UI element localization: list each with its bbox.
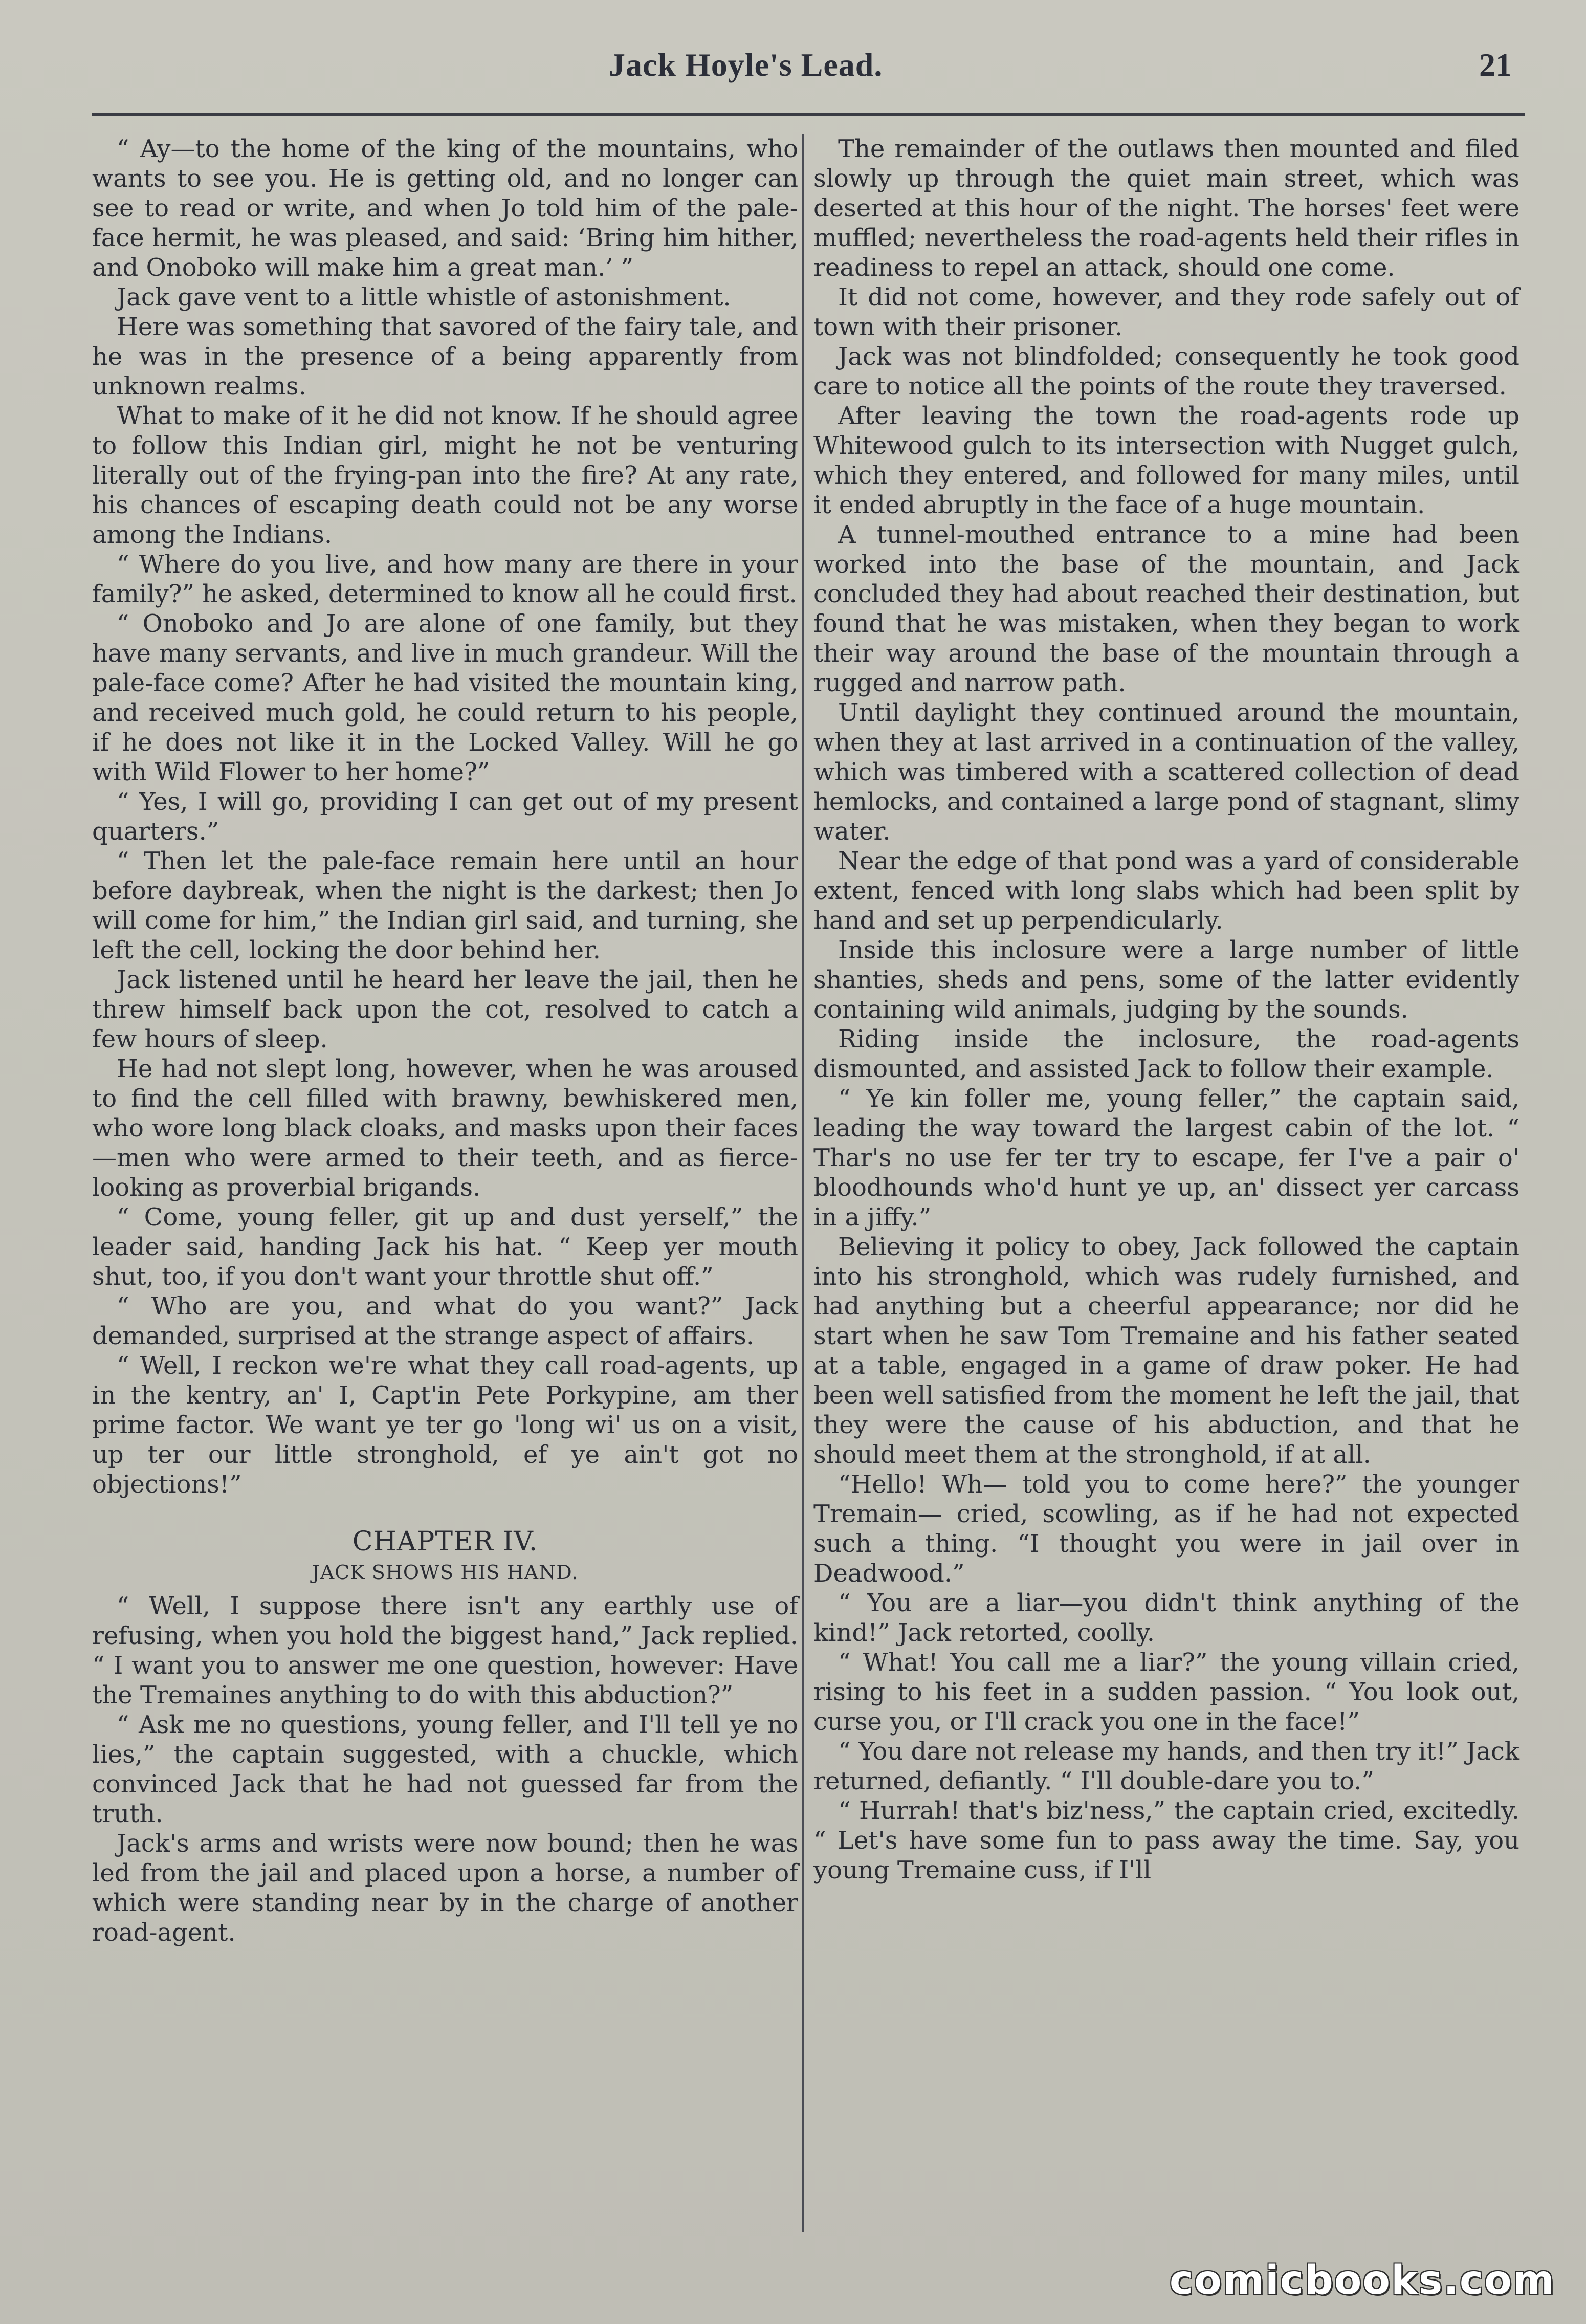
paragraph: What to make of it he did not know. If he should agree to follow this Indian girl, might he not be venturing literally out of the frying-pan into the fire? At any rate, his chances of escaping death could not be any worse among the Indians. [92,402,798,549]
paragraph: Near the edge of that pond was a yard of considerable extent, fenced with long slabs which had been split by hand and set up perpendicularly. [813,847,1519,935]
paragraph: He had not slept long, however, when he was aroused to find the cell filled with brawny, bewhiskered men, who wore long black cloaks, and masks upon their faces—men who were armed to their teeth, and as fierce-looking as proverbial brigands. [92,1055,798,1202]
chapter-heading [92,1526,798,1587]
paragraph: “ Onoboko and Jo are alone of one family, but they have many servants, and live in much grandeur. Will the pale-face come? After he had visited the mountain king, and received much gold, he could return to his people, if he does not like it in the Locked Valley. Will he go with Wild Flower to her home?” [92,609,798,786]
paragraph: Jack listened until he heard her leave the jail, then he threw himself back upon the cot, resolved to catch a few hours of sleep. [92,966,798,1054]
paragraph: “ Come, young feller, git up and dust yerself,” the leader said, handing Jack his hat. “ Keep yer mouth shut, too, if you don't want your throttle shut off.” [92,1203,798,1291]
paragraph: “ Ask me no questions, young feller, and I'll tell ye no lies,” the captain suggested, with a chuckle, which convinced Jack that he had not guessed far from the truth. [92,1711,798,1828]
paragraph: Riding inside the inclosure, the road-agents dismounted, and assisted Jack to follow their example. [813,1025,1519,1083]
paragraph: Believing it policy to obey, Jack followed the captain into his stronghold, which was rudely furnished, and had anything but a cheerful appearance; nor did he start when he saw Tom Tremaine and his father seated at a table, engaged in a game of draw poker. He had been well satisfied from the moment he left the jail, that they were the cause of his abduction, and that he should meet them at the stronghold, if at all. [813,1233,1519,1469]
paragraph: “ Yes, I will go, providing I can get out of my present quarters.” [92,787,798,846]
paragraph: Here was something that savored of the fairy tale, and he was in the presence of a being apparently from unknown realms. [92,313,798,401]
chapter-title: CHAPTER IV. [352,1526,538,1557]
paragraph: Jack was not blindfolded; consequently he took good care to notice all the points of the route they traversed. [813,342,1519,401]
paragraph: “ Ay—to the home of the king of the mountains, who wants to see you. He is getting old, and no longer can see to read or write, and when Jo told him of the pale-face hermit, he was pleased, and said: ‘Bring him hither, and Onoboko will make him a great man.’ ” [92,135,798,282]
column-divider [802,134,804,2232]
paragraph: Until daylight they continued around the mountain, when they at last arrived in a continuation of the valley, which was timbered with a scattered collection of dead hemlocks, and contained a large pond of stagnant, slimy water. [813,698,1519,846]
left-column [92,134,798,1947]
paragraph: It did not come, however, and they rode safely out of town with their prisoner. [813,283,1519,341]
paragraph: “ Where do you live, and how many are there in your family?” he asked, determined to know all he could first. [92,550,798,608]
page-number: 21 [1479,47,1512,83]
paragraph: Jack gave vent to a little whistle of astonishment. [117,283,731,312]
paragraph: “ Ye kin foller me, young feller,” the captain said, leading the way toward the largest cabin of the lot. “ Thar's no use fer ter try to escape, fer I've a pair o' bloodhounds who'd hunt ye up, an' dissect yer carcass in a jiffy.” [813,1084,1519,1232]
paragraph: “Hello! Wh— told you to come here?” the younger Tremain— cried, scowling, as if he had not expected such a thing. “I thought you were in jail over in Deadwood.” [813,1470,1519,1588]
paragraph: “ Well, I suppose there isn't any earthly use of refusing, when you hold the biggest hand,” Jack replied. “ I want you to answer me one question, however: Have the Tremaines anything to do with this abduction?” [92,1592,798,1709]
paragraph: A tunnel-mouthed entrance to a mine had been worked into the base of the mountain, and Jack concluded they had about reached their destination, but found that he was mistaken, when they began to work their way around the base of the mountain through a rugged and narrow path. [813,520,1519,697]
paragraph: Jack's arms and wrists were now bound; then he was led from the jail and placed upon a horse, a number of which were standing near by in the charge of another road-agent. [92,1829,798,1947]
paragraph: Inside this inclosure were a large number of little shanties, sheds and pens, some of the latter evidently containing wild animals, judging by the sounds. [813,936,1519,1024]
watermark: comicbooks.com [1169,2257,1555,2304]
paragraph: “ Then let the pale-face remain here until an hour before daybreak, when the night is the darkest; then Jo will come for him,” the Indian girl said, and turning, she left the cell, locking the door behind her. [92,847,798,964]
page-header [599,36,1519,97]
running-head: Jack Hoyle's Lead. [609,47,883,83]
paragraph: “ Who are you, and what do you want?” Jack demanded, surprised at the strange aspect of affairs. [92,1292,798,1350]
paragraph: After leaving the town the road-agents rode up Whitewood gulch to its intersection with Nugget gulch, which they entered, and followed for many miles, until it ended abruptly in the face of a huge mountain. [813,402,1519,519]
paragraph: The remainder of the outlaws then mounted and filed slowly up through the quiet main street, which was deserted at this hour of the night. The horses' feet were muffled; nevertheless the road-agents held their rifles in readiness to repel an attack, should one come. [813,135,1519,282]
chapter-subtitle: JACK SHOWS HIS HAND. [312,1561,579,1584]
paragraph: “ Well, I reckon we're what they call road-agents, up in the kentry, an' I, Capt'in Pete Porkypine, am ther prime factor. We want ye ter go 'long wi' us on a visit, up ter our little stronghold, ef ye ain't got no objections!” [92,1351,798,1499]
paragraph: “ Hurrah! that's biz'ness,” the captain cried, excitedly. “ Let's have some fun to pass away the time. Say, you young Tremaine cuss, if I'll [813,1796,1519,1884]
right-column [813,134,1519,1885]
paragraph: “ What! You call me a liar?” the young villain cried, rising to his feet in a sudden passion. “ You look out, curse you, or I'll crack you one in the face!” [813,1648,1519,1736]
header-rule [92,113,1525,116]
paragraph: “ You are a liar—you didn't think anything of the kind!” Jack retorted, coolly. [813,1589,1519,1647]
paragraph: “ You dare not release my hands, and then try it!” Jack returned, defiantly. “ I'll double-dare you to.” [813,1737,1519,1795]
